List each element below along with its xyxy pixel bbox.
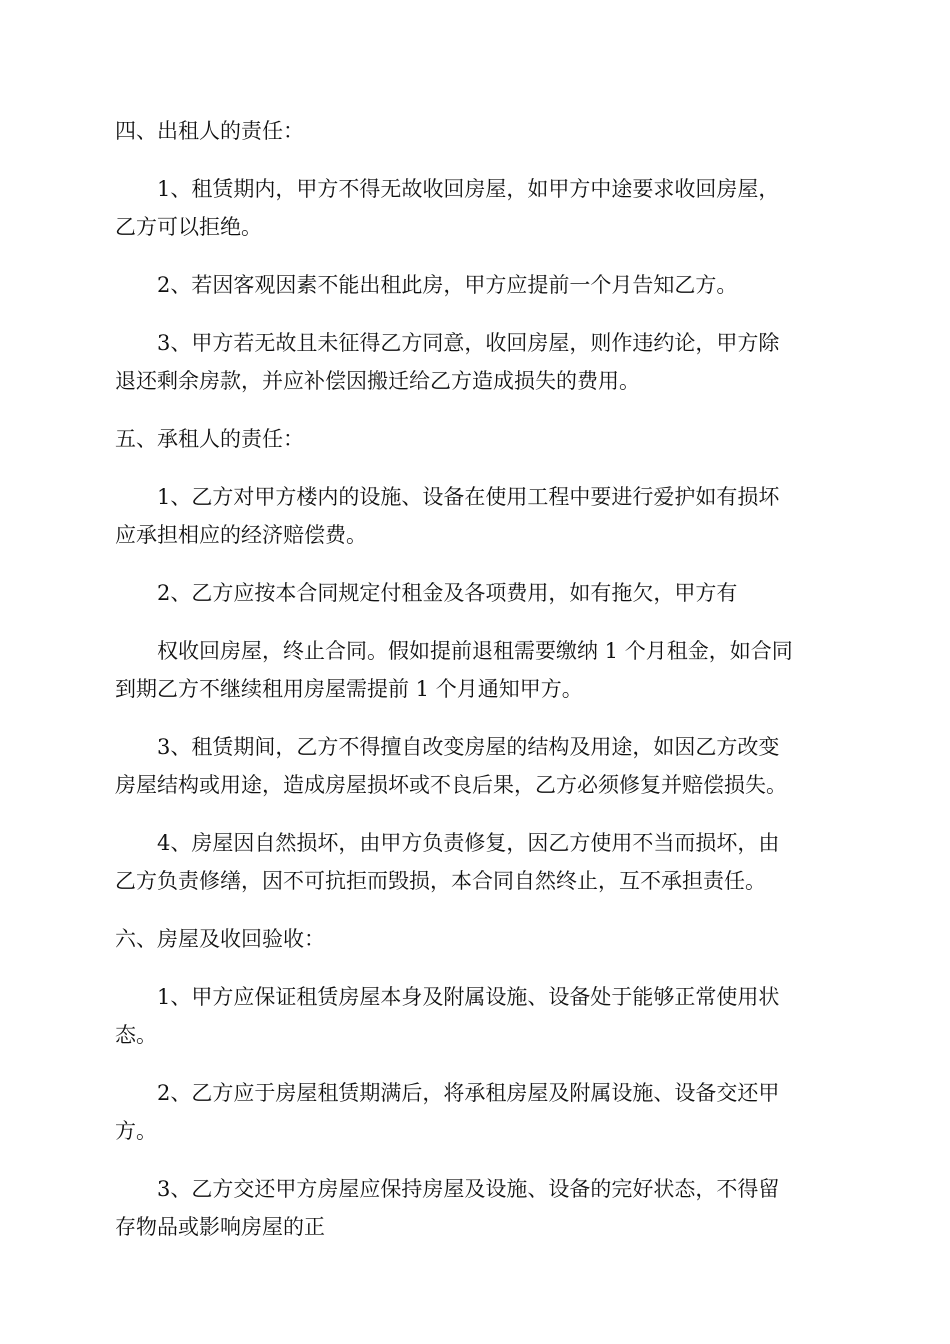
paragraph-line: 2、乙方应于房屋租赁期满后，将承租房屋及附属设施、设备交还甲 <box>157 1081 780 1105</box>
paragraph-line: 3、甲方若无故且未征得乙方同意，收回房屋，则作违约论，甲方除 <box>157 331 780 355</box>
heading-text: 五、承租人的责任： <box>115 427 304 451</box>
section-6-paragraph-3 <box>115 1170 833 1246</box>
paragraph-line: 方。 <box>115 1119 157 1143</box>
section-5-paragraph-4 <box>115 824 833 900</box>
heading-text: 六、房屋及收回验收： <box>115 927 325 951</box>
section-4-paragraph-3 <box>115 324 833 400</box>
paragraph-line: 乙方负责修缮，因不可抗拒而毁损，本合同自然终止，互不承担责任。 <box>115 869 766 893</box>
paragraph-line: 态。 <box>115 1023 157 1047</box>
paragraph-line: 乙方可以拒绝。 <box>115 215 262 239</box>
paragraph-line: 房屋结构或用途，造成房屋损坏或不良后果，乙方必须修复并赔偿损失。 <box>115 773 787 797</box>
paragraph-line: 2、若因客观因素不能出租此房，甲方应提前一个月告知乙方。 <box>157 273 738 297</box>
section-4-paragraph-1 <box>115 170 833 246</box>
document-page <box>115 112 833 1266</box>
section-4-heading <box>115 112 833 150</box>
paragraph-line: 3、乙方交还甲方房屋应保持房屋及设施、设备的完好状态，不得留 <box>157 1177 780 1201</box>
section-5-paragraph-3 <box>115 728 833 804</box>
paragraph-line: 存物品或影响房屋的正 <box>115 1215 325 1239</box>
paragraph-line: 2、乙方应按本合同规定付租金及各项费用，如有拖欠，甲方有 <box>157 581 738 605</box>
paragraph-line: 1、甲方应保证租赁房屋本身及附属设施、设备处于能够正常使用状 <box>157 985 780 1009</box>
section-5-paragraph-1 <box>115 478 833 554</box>
paragraph-line: 到期乙方不继续租用房屋需提前 1 个月通知甲方。 <box>115 677 583 701</box>
section-5-paragraph-2 <box>115 574 833 612</box>
section-6-paragraph-2 <box>115 1074 833 1150</box>
paragraph-line: 1、租赁期内，甲方不得无故收回房屋，如甲方中途要求收回房屋， <box>157 177 780 201</box>
paragraph-line: 退还剩余房款，并应补偿因搬迁给乙方造成损失的费用。 <box>115 369 640 393</box>
paragraph-line: 应承担相应的经济赔偿费。 <box>115 523 367 547</box>
paragraph-line: 1、乙方对甲方楼内的设施、设备在使用工程中要进行爱护如有损坏 <box>157 485 780 509</box>
section-6-heading <box>115 920 833 958</box>
section-5-heading <box>115 420 833 458</box>
heading-text: 四、出租人的责任： <box>115 119 304 143</box>
paragraph-line: 权收回房屋，终止合同。假如提前退租需要缴纳 1 个月租金，如合同 <box>157 639 793 663</box>
section-6-paragraph-1 <box>115 978 833 1054</box>
paragraph-line: 4、房屋因自然损坏，由甲方负责修复，因乙方使用不当而损坏，由 <box>157 831 780 855</box>
paragraph-line: 3、租赁期间，乙方不得擅自改变房屋的结构及用途，如因乙方改变 <box>157 735 780 759</box>
section-4-paragraph-2 <box>115 266 833 304</box>
section-5-paragraph-2-continued <box>115 632 833 708</box>
